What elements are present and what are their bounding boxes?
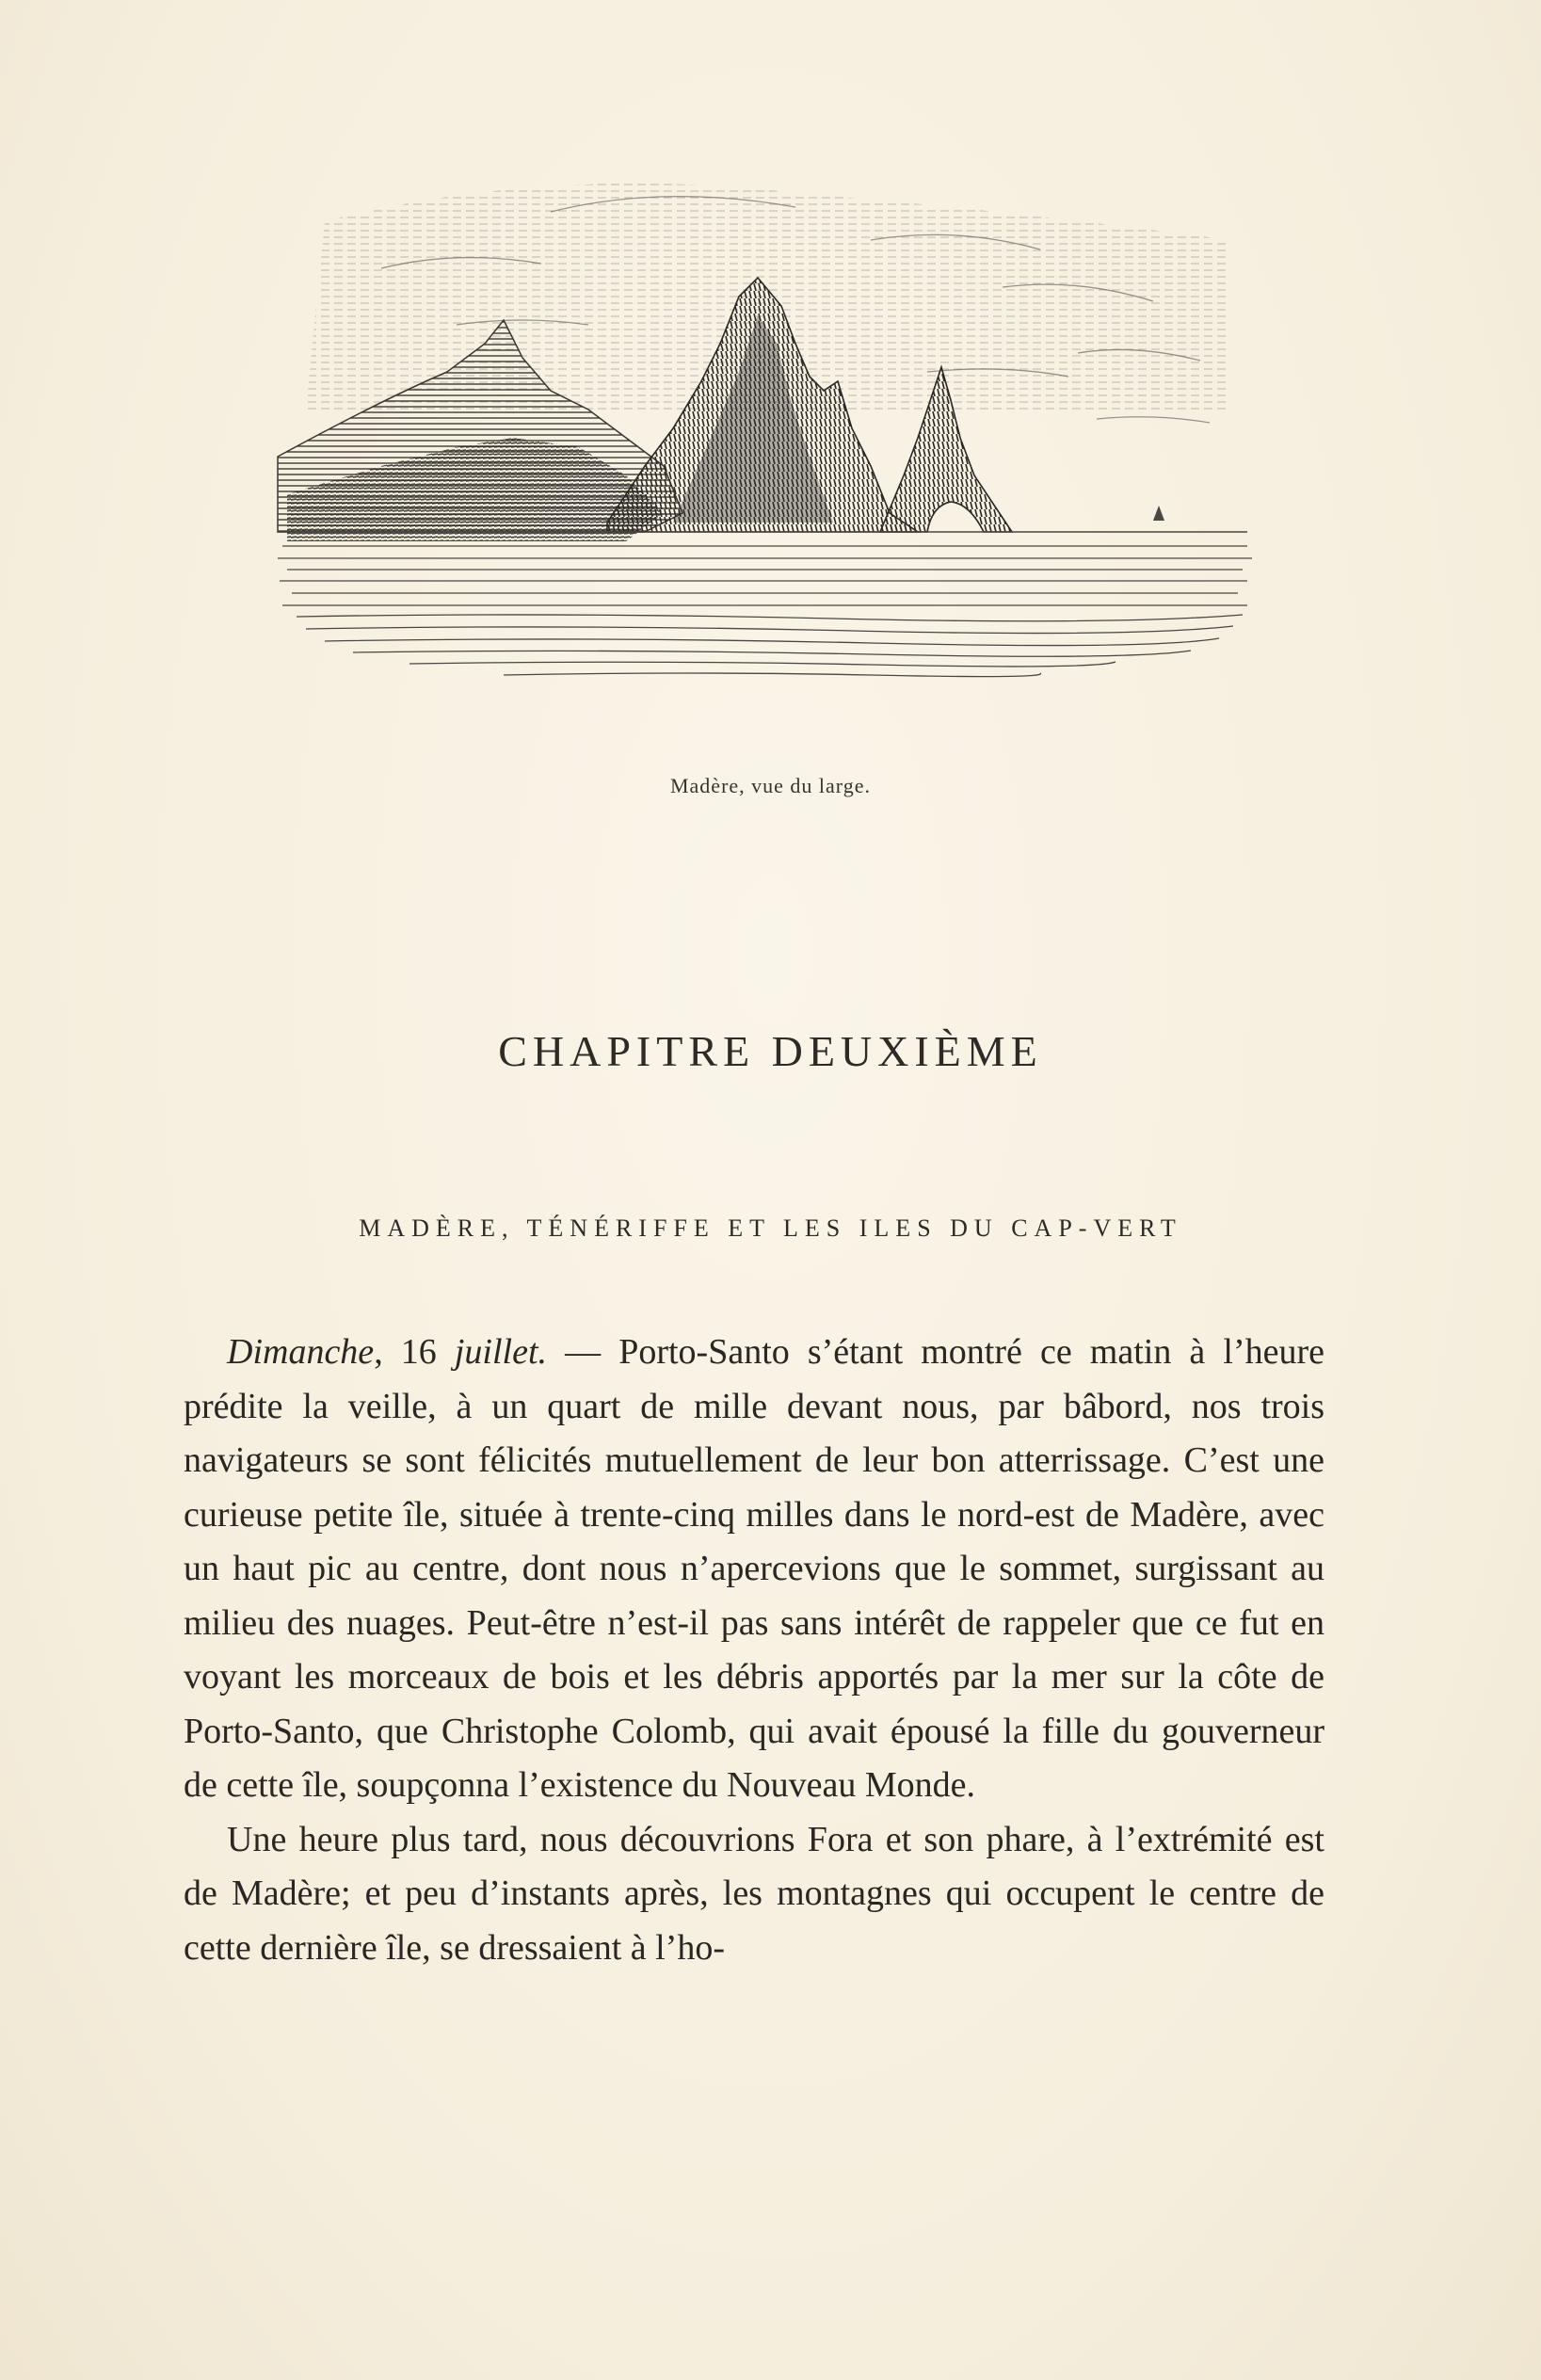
date-month: juillet. [454,1332,548,1372]
chapter-title: CHAPITRE DEUXIÈME [498,1027,1043,1075]
paragraph-1 [184,1326,1324,1813]
body-text [184,1326,1324,1975]
paragraph-2 [184,1813,1324,1976]
illustration-caption: Madère, vue du large. [669,774,872,797]
engraving-illustration [268,155,1271,758]
paragraph-2-text: Une heure plus tard, nous découvrions Fora et son phare, à l’extrémité est de Madère; et peu d’instants après, les montagnes qui occupent le centre de cette dernière île, se dressaient à l’ho- [184,1819,1324,1968]
date-number: , 16 [374,1332,455,1372]
chapter-subtitle: MADÈRE, TÉNÉRIFFE ET LES ILES DU CAP-VERT [359,1214,1182,1242]
paragraph-1-text: — Porto-Santo s’étant montré ce matin à l’heure prédite la veille, à un quart de mille devant nous, par bâbord, nos trois navigateurs se sont félicités mutuellement de leur bon atterrissage. C’est une curieuse petite île, située à trente-cinq milles dans le nord-est de Madère, avec un haut pic au centre, dont nous n’apercevions que le sommet, surgissant au milieu des nuages. Peut-être n’est-il pas sans intérêt de rappeler que ce fut en voyant les morceaux de bois et les débris apportés par la mer sur la côte de Porto-Santo, que Christophe Colomb, qui avait épousé la fille du gouverneur de cette île, soupçonna l’existence du Nouveau Monde. [184,1332,1324,1805]
date-day: Dimanche [227,1332,375,1372]
